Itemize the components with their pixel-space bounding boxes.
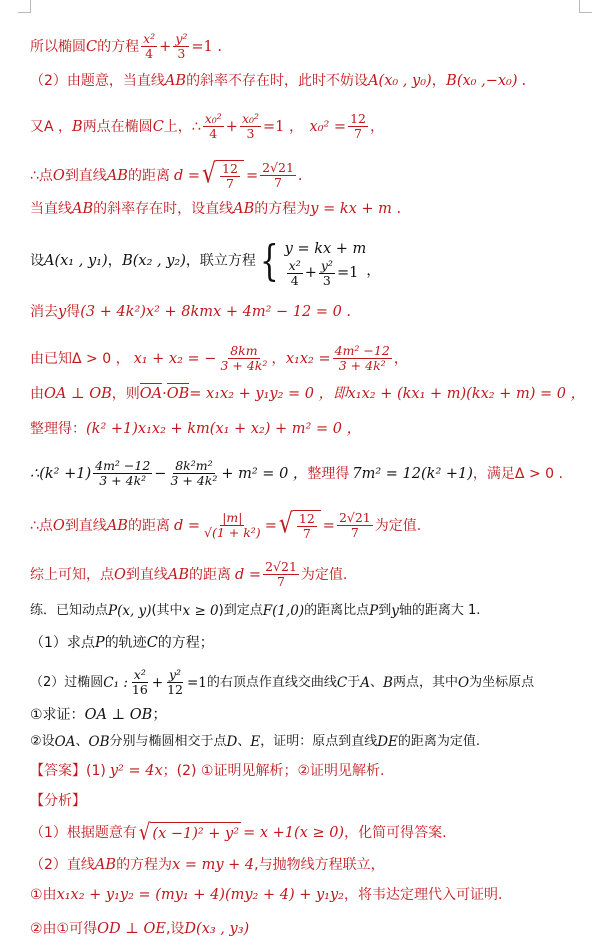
system-eq-1: y = kx + m bbox=[284, 241, 367, 257]
math-expr: y² = 4x bbox=[109, 763, 163, 779]
line-question-2 bbox=[30, 668, 534, 697]
math-expr: C₁ : bbox=[103, 674, 128, 691]
line-exercise bbox=[30, 602, 480, 620]
numerator: 4m² −12 bbox=[334, 343, 390, 358]
denominator: 7 bbox=[350, 525, 359, 540]
math-var: AB bbox=[233, 201, 255, 217]
text: （1）根据题意有 bbox=[30, 825, 137, 841]
line-analysis-3 bbox=[30, 886, 502, 904]
text: ， bbox=[107, 253, 123, 269]
math-var: C bbox=[86, 38, 98, 55]
math-expr: + m² = 0 ， bbox=[221, 465, 308, 482]
page-corner-mark bbox=[579, 0, 592, 13]
numerator: x² bbox=[143, 31, 156, 46]
text: 为定值. bbox=[300, 566, 348, 583]
numerator: 12 bbox=[222, 161, 238, 176]
denominator: 7 bbox=[277, 574, 285, 589]
operator: = bbox=[245, 167, 259, 184]
numerator: 2√21 bbox=[338, 510, 371, 525]
text: 的方程为 bbox=[254, 201, 311, 217]
text: 到直线 bbox=[64, 517, 107, 534]
text: ， bbox=[431, 73, 447, 89]
numerator: 4m² −12 bbox=[95, 458, 151, 473]
text: (其中 bbox=[151, 603, 183, 618]
operator: − bbox=[154, 465, 167, 482]
line-substitute bbox=[30, 459, 563, 488]
text: ，满足Δ > 0 . bbox=[472, 465, 563, 482]
text: 消去 bbox=[30, 304, 58, 320]
math-expr: =1 ， bbox=[263, 118, 304, 135]
denominator: 7 bbox=[354, 126, 362, 141]
operator: + bbox=[151, 674, 164, 691]
math-expr: =1 bbox=[187, 674, 207, 691]
math-expr: x₁x₂ + y₁y₂ = (my₁ + 4)(my₂ + 4) + y₁y₂ bbox=[56, 887, 344, 903]
text: ，证明：原点到直线 bbox=[260, 734, 378, 749]
operator: · bbox=[162, 386, 167, 402]
text: 的方程为 bbox=[116, 857, 173, 873]
operator: = bbox=[322, 517, 335, 534]
denominator: 3 bbox=[246, 126, 255, 141]
text: 到直线 bbox=[125, 566, 168, 583]
page-corner-mark bbox=[18, 0, 31, 13]
numerator: |m| bbox=[222, 510, 243, 525]
numerator: 2√21 bbox=[262, 160, 294, 175]
text: 两点，其中 bbox=[392, 674, 458, 690]
fraction bbox=[165, 668, 185, 697]
denominator: 4 bbox=[209, 126, 218, 141]
radicand: (x −1)² + y² bbox=[150, 822, 241, 844]
text: ②由①可得 bbox=[30, 921, 98, 937]
line-prove-2 bbox=[30, 733, 480, 751]
fraction bbox=[337, 511, 373, 540]
math-var: AB bbox=[106, 517, 128, 534]
math-var: AB bbox=[164, 73, 187, 89]
text: 轴的距离大 1. bbox=[398, 603, 481, 618]
text: 的斜率存在时，设直线 bbox=[93, 201, 234, 217]
line-vieta bbox=[30, 344, 408, 373]
denominator: 7 bbox=[226, 176, 234, 191]
math-expr: d = bbox=[173, 517, 200, 534]
denominator: 7 bbox=[274, 175, 282, 190]
math-expr: =1 bbox=[336, 265, 359, 281]
text: ；(2) ①证明见解析；②证明见解析. bbox=[162, 763, 385, 779]
math-var: C bbox=[336, 674, 348, 691]
math-expr: x₁x₂ + (kx₁ + m)(kx₂ + m) = 0 ， bbox=[347, 386, 586, 402]
text: 、 bbox=[370, 674, 384, 690]
numerator: x² bbox=[288, 257, 301, 273]
text: ,设 bbox=[165, 921, 185, 937]
line-eliminate-y bbox=[30, 303, 351, 321]
text: 所以椭圆 bbox=[30, 38, 86, 55]
fraction bbox=[333, 344, 392, 373]
denominator: 7 bbox=[302, 526, 311, 541]
fraction bbox=[141, 32, 157, 61]
fraction bbox=[348, 112, 368, 141]
operator: + bbox=[225, 118, 238, 135]
math-expr: =1 . bbox=[191, 38, 222, 55]
text: ， bbox=[369, 118, 385, 135]
line-simplify bbox=[30, 420, 361, 438]
text: 练．已知动点 bbox=[30, 603, 109, 618]
line-perpendicular bbox=[30, 385, 585, 403]
line-prove-1 bbox=[30, 706, 167, 724]
text: 又A ， bbox=[30, 118, 73, 135]
line-conclusion bbox=[30, 560, 347, 589]
text: 的轨迹 bbox=[104, 635, 147, 651]
numerator: 12 bbox=[298, 511, 315, 526]
line-distance-vertical bbox=[30, 160, 303, 191]
denominator: 3 + 4k² bbox=[99, 473, 147, 488]
text: 于 bbox=[347, 674, 361, 690]
text: ， bbox=[366, 263, 381, 279]
text: （2）过椭圆 bbox=[30, 674, 104, 690]
math-expr: = x₁x₂ + y₁y₂ = 0 ，即 bbox=[189, 386, 348, 402]
denominator: 12 bbox=[167, 682, 183, 697]
text: 得 bbox=[66, 304, 81, 320]
operator: + bbox=[159, 38, 172, 55]
denominator: √(1 + k²) bbox=[204, 525, 261, 540]
math-expr: OA ⊥ OB bbox=[44, 386, 112, 402]
text: ∴点 bbox=[30, 517, 53, 534]
text: 上，∴ bbox=[163, 118, 201, 135]
text: 的距离 bbox=[127, 517, 170, 534]
denominator: 3 bbox=[322, 272, 331, 288]
fraction bbox=[263, 560, 299, 589]
math-var: AB bbox=[94, 857, 117, 873]
text: 当直线 bbox=[30, 201, 72, 217]
numerator: y² bbox=[175, 31, 188, 46]
text: . bbox=[521, 73, 527, 89]
text: ②设 bbox=[30, 734, 55, 749]
math-expr: (k² +1)x₁x₂ + km(x₁ + x₂) + m² = 0 ， bbox=[86, 421, 362, 437]
line-distance-constant bbox=[30, 510, 421, 541]
line-vertical-case bbox=[30, 72, 526, 90]
denominator: 3 + 4k² bbox=[220, 358, 268, 373]
numerator: 2√21 bbox=[265, 559, 297, 574]
denominator: 3 bbox=[177, 46, 186, 61]
math-var: y bbox=[58, 304, 67, 320]
text: 的距离比点 bbox=[304, 603, 370, 618]
numerator: 8km bbox=[230, 343, 258, 358]
math-var: D bbox=[226, 734, 238, 750]
denominator: 3 + 4k² bbox=[170, 473, 218, 488]
math-expr: P(x, y) bbox=[108, 603, 152, 619]
text: 为坐标原点 bbox=[469, 674, 535, 690]
fraction bbox=[220, 162, 240, 191]
math-expr: ∴(k² +1) bbox=[30, 465, 92, 482]
line-points-on-ellipse bbox=[30, 112, 384, 141]
math-var: C bbox=[152, 118, 164, 135]
fraction bbox=[130, 668, 150, 697]
system-eq-2 bbox=[285, 257, 367, 288]
line-question-1 bbox=[30, 634, 214, 652]
text: 的距离 bbox=[127, 167, 170, 184]
math-expr: OA ⊥ OB bbox=[84, 707, 153, 723]
math-expr: (3 + 4k²)x² + 8kmx + 4m² − 12 = 0 . bbox=[80, 304, 352, 320]
math-expr: A(x₁ , y₁) bbox=[44, 253, 108, 269]
line-analysis-2 bbox=[30, 856, 385, 874]
text: 由已知Δ > 0 ， bbox=[30, 350, 130, 367]
math-expr: x₁x₂ = bbox=[285, 350, 331, 367]
line-analysis-heading bbox=[30, 792, 86, 810]
text: 综上可知，点 bbox=[30, 566, 114, 583]
math-var: C bbox=[146, 635, 158, 651]
fraction bbox=[287, 259, 303, 288]
text: ， bbox=[271, 350, 286, 367]
math-var: B bbox=[72, 118, 83, 135]
text: 分别与椭圆相交于点 bbox=[109, 734, 227, 749]
square-root: √ $\frac{12}{7}$ bbox=[202, 160, 244, 191]
text: ①求证： bbox=[30, 707, 85, 723]
square-root: √ $\frac{12}{7}$ bbox=[279, 510, 321, 541]
math-var: P bbox=[369, 603, 379, 619]
brace: { bbox=[259, 236, 279, 285]
text: 到直线 bbox=[64, 167, 107, 184]
text: 到 bbox=[378, 603, 392, 618]
fraction bbox=[297, 512, 317, 541]
math-expr: A(x₀ , y₀) bbox=[368, 73, 432, 89]
math-expr: d = bbox=[235, 566, 262, 583]
denominator: 3 + 4k² bbox=[338, 358, 386, 373]
math-var: AB bbox=[106, 167, 128, 184]
text: 的方程； bbox=[157, 635, 214, 651]
math-var: y bbox=[391, 603, 399, 619]
analysis-label: 【分析】 bbox=[30, 793, 86, 809]
math-expr: OD ⊥ OE bbox=[97, 921, 166, 937]
math-var: P bbox=[94, 635, 105, 651]
math-expr: y = kx + m . bbox=[310, 201, 402, 217]
text: ，联立方程 bbox=[185, 253, 256, 269]
fraction bbox=[203, 112, 224, 141]
text: ，则 bbox=[111, 386, 140, 402]
numerator: 8k²m² bbox=[175, 458, 213, 473]
math-var: O bbox=[114, 566, 126, 583]
denominator: 4 bbox=[145, 46, 154, 61]
text: 、 bbox=[75, 734, 89, 749]
square-root: √ (x −1)² + y² bbox=[138, 819, 240, 846]
numerator: x₀² bbox=[241, 111, 260, 126]
text: ， bbox=[393, 350, 409, 367]
numerator: 12 bbox=[350, 111, 366, 126]
math-expr: x₁ + x₂ = − bbox=[133, 350, 217, 367]
line-ellipse-equation bbox=[30, 32, 222, 61]
math-expr: x ≥ 0 bbox=[182, 603, 219, 619]
math-var: AB bbox=[167, 566, 190, 583]
text: 的距离 bbox=[189, 566, 232, 583]
text: 由 bbox=[30, 386, 44, 402]
fraction bbox=[218, 344, 269, 373]
text: 整理得 bbox=[307, 465, 350, 482]
numerator: y² bbox=[320, 257, 333, 273]
math-var: AB bbox=[72, 201, 94, 217]
text: （2）由题意，当直线 bbox=[30, 73, 165, 89]
vector-oa: OA bbox=[139, 386, 163, 402]
text: 整理得： bbox=[30, 421, 86, 437]
fraction bbox=[202, 511, 263, 540]
line-slope-exists bbox=[30, 200, 401, 218]
math-expr: OA bbox=[54, 734, 76, 750]
vector-ob: OB bbox=[166, 386, 190, 402]
math-expr: B(x₂ , y₂) bbox=[122, 253, 186, 269]
line-system bbox=[30, 236, 381, 286]
text: ,与抛物线方程联立， bbox=[254, 857, 385, 873]
math-var: DE bbox=[377, 734, 398, 750]
text: )到定点 bbox=[218, 603, 263, 618]
text: ∴点 bbox=[30, 167, 53, 184]
math-var: O bbox=[52, 517, 65, 534]
math-expr: x = my + 4 bbox=[172, 857, 255, 873]
operator: + bbox=[304, 265, 317, 281]
text: 的斜率不存在时，此时不妨设 bbox=[186, 73, 369, 89]
fraction bbox=[260, 161, 296, 190]
text: 的距离为定值. bbox=[397, 734, 481, 749]
fraction bbox=[173, 32, 189, 61]
numerator: x² bbox=[133, 667, 146, 682]
fraction bbox=[319, 259, 335, 288]
denominator: 16 bbox=[131, 682, 148, 697]
fraction bbox=[240, 112, 261, 141]
math-expr: D(x₃ , y₃) bbox=[184, 921, 250, 937]
denominator: 4 bbox=[290, 272, 299, 288]
text: 为定值. bbox=[374, 517, 422, 534]
text: . bbox=[297, 167, 303, 184]
math-var: E bbox=[250, 734, 261, 750]
line-analysis-4 bbox=[30, 920, 249, 938]
text: 两点在椭圆 bbox=[82, 118, 153, 135]
math-expr: 7m² = 12(k² +1) bbox=[352, 465, 473, 482]
line-analysis-1 bbox=[30, 819, 447, 846]
text: ； bbox=[152, 707, 167, 723]
math-var: O bbox=[52, 167, 65, 184]
operator: = bbox=[264, 517, 277, 534]
line-answer bbox=[30, 762, 384, 780]
text: （1）求点 bbox=[30, 635, 95, 651]
text: 设 bbox=[30, 253, 44, 269]
math-expr: d = bbox=[173, 167, 200, 184]
fraction bbox=[168, 459, 219, 488]
equation-system bbox=[256, 236, 367, 288]
math-expr: OB bbox=[88, 734, 110, 750]
text: ，将韦达定理代入可证明. bbox=[344, 887, 503, 903]
math-expr: F(1,0) bbox=[262, 603, 305, 619]
fraction bbox=[93, 459, 152, 488]
math-expr: = x +1(x ≥ 0) bbox=[243, 825, 345, 841]
text: 的方程 bbox=[97, 38, 140, 55]
math-expr: B(x₀ ,−x₀) bbox=[446, 73, 518, 89]
text: （2）直线 bbox=[30, 857, 95, 873]
math-var: B bbox=[383, 674, 393, 691]
text: ，化简可得答案. bbox=[344, 825, 447, 841]
text: 、 bbox=[237, 734, 251, 749]
numerator: y² bbox=[169, 667, 182, 682]
math-var: O bbox=[457, 674, 470, 691]
text: ①由 bbox=[30, 887, 57, 903]
math-expr: x₀² = bbox=[309, 118, 347, 135]
text: 的右顶点作直线交曲线 bbox=[206, 674, 337, 690]
numerator: x₀² bbox=[204, 111, 222, 126]
math-var: A bbox=[360, 674, 371, 691]
answer-label: 【答案】(1) bbox=[30, 763, 106, 779]
